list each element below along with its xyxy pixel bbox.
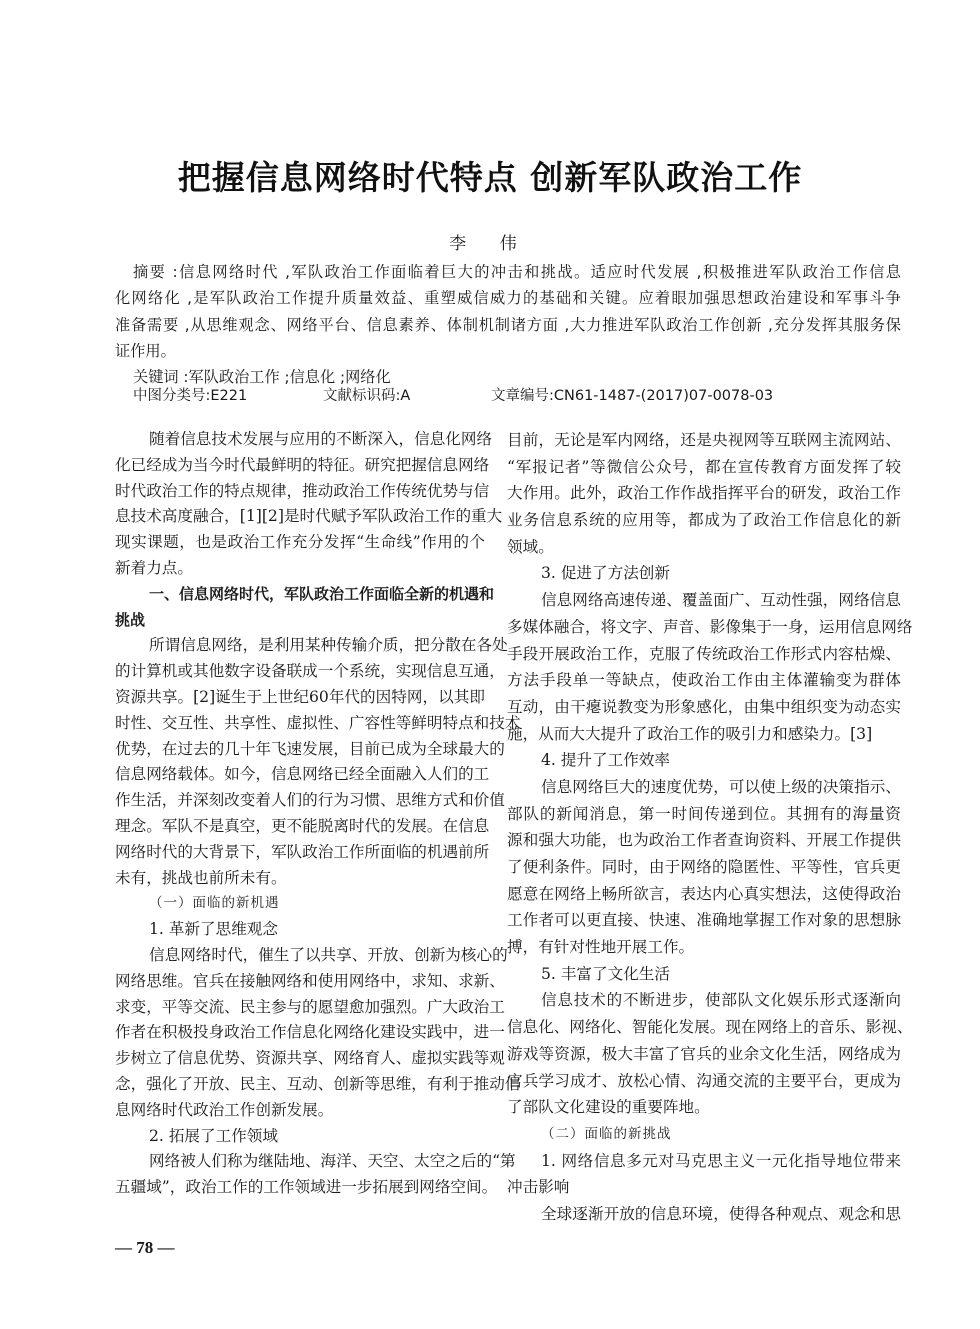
- paragraph: [507, 587, 913, 747]
- item-heading: [507, 1148, 901, 1201]
- abstract-line: 化网络化 ,是军队政治工作提升质量效益、重塑威信威力的基础和关键。应着眼加强思想政治建设和军事斗争: [115, 289, 901, 308]
- text-line: 搏，有针对性地开展工作。: [507, 938, 695, 957]
- text-line: 所谓信息网络，是利用某种传输介质，把分散在各处: [149, 636, 508, 655]
- abstract-line: 准备需要 ,从思维观念、网络平台、信息素养、体制机制诸方面 ,大力推进军队政治工作创新 ,充分发挥其服务保: [115, 315, 901, 334]
- paragraph: [507, 774, 901, 961]
- text-line: 资源共享。[2]诞生于上世纪60年代的因特网，以其即: [115, 687, 485, 706]
- text-line: 源和强大功能，也为政治工作者查询资料、开展工作提供: [507, 831, 901, 850]
- text-line: 念，强化了开放、民主、互动、创新等思维，有利于推动信: [115, 1074, 521, 1093]
- text-line: 现实课题，也是政治工作充分发挥“生命线”作用的个: [115, 533, 485, 552]
- text-line: 信息化、网络化、智能化发展。现在网络上的音乐、影视、: [507, 1018, 913, 1037]
- text-line: 手段开展政治工作，克服了传统政治工作形式内容枯燥、: [507, 644, 901, 663]
- text-line: 息网络时代政治工作创新发展。: [115, 1100, 334, 1119]
- text-line: 网络被人们称为继陆地、海洋、天空、太空之后的“第: [149, 1152, 516, 1171]
- text-line: 工作者可以更直接、快速、准确地掌握工作对象的思想脉: [507, 911, 901, 930]
- paragraph: [507, 1201, 901, 1228]
- text-line: 未有，挑战也前所未有。: [115, 868, 287, 887]
- text-line: 游戏等资源，极大丰富了官兵的业余文化生活，网络成为: [507, 1044, 901, 1063]
- text-line: 部队的新闻消息，第一时间传递到位。其拥有的海量资: [507, 804, 901, 823]
- text-line: 多媒体融合，将文字、声音、影像集于一身，运用信息网络: [507, 617, 913, 636]
- text-line: “军报记者”等微信公众号，都在宣传教育方面发挥了较: [507, 457, 901, 476]
- text-line: 求变，平等交流、民主参与的愿望愈加强烈。广大政治工: [115, 997, 505, 1016]
- text-line: 冲击影响: [507, 1178, 570, 1197]
- text-line: 新着力点。: [115, 558, 193, 577]
- paragraph: [115, 633, 521, 891]
- text-line: 一、信息网络时代，军队政治工作面临全新的机遇和: [149, 584, 495, 603]
- text-line: 挑战: [115, 610, 146, 629]
- text-line: 随着信息技术发展与应用的不断深入，信息化网络: [149, 430, 493, 448]
- text-line: 的计算机或其他数字设备联成一个系统，实现信息互通，: [115, 662, 505, 681]
- text-line: 息技术高度融合，[1][2]是时代赋予军队政治工作的重大: [115, 507, 503, 526]
- keywords: 关键词 :军队政治工作 ;信息化 ;网络化: [133, 368, 391, 387]
- abstract: [115, 259, 901, 390]
- text-line: 信息网络巨大的速度优势，可以使上级的决策指示、: [541, 777, 901, 796]
- text-line: 施，从而大大提升了政治工作的吸引力和感染力。[3]: [507, 724, 873, 743]
- classification-number: 中图分类号:E221: [133, 388, 248, 404]
- text-line: 2. 拓展了工作领域: [149, 1126, 278, 1145]
- subsection-heading: [507, 1121, 901, 1148]
- paragraph: [507, 987, 913, 1120]
- paragraph: [115, 1149, 516, 1201]
- section-heading: [115, 582, 495, 634]
- text-line: 业务信息系统的应用等，都成为了政治工作信息化的新: [507, 511, 901, 530]
- text-line: 3. 促进了方法创新: [541, 564, 670, 583]
- item-heading: [507, 747, 901, 774]
- left-column: [115, 427, 521, 1201]
- item-heading: [507, 560, 901, 587]
- text-line: 方法手段单一等缺点，使政治工作由主体灌输变为群体: [507, 671, 901, 690]
- text-line: 愿意在网络上畅所欲言，表达内心真实想法，这使得政治: [507, 884, 901, 903]
- text-line: 领域。: [507, 537, 554, 556]
- text-line: 网络时代的大背景下，军队政治工作所面临的机遇前所: [115, 842, 490, 861]
- subsection-heading: [115, 891, 485, 917]
- text-line: 五疆域”，政治工作的工作领域进一步拓展到网络空间。: [115, 1178, 498, 1197]
- text-line: 4. 提升了工作效率: [541, 751, 670, 770]
- text-line: 互动，由干瘪说教变为形象感化，由集中组织变为动态实: [507, 697, 901, 716]
- item-heading: [115, 1124, 485, 1150]
- text-line: 作者在积极投身政治工作信息化网络化建设实践中，进一: [115, 1023, 505, 1042]
- text-line: 作生活，并深刻改变着人们的行为习惯、思维方式和价值: [115, 791, 505, 810]
- paragraph: [115, 943, 521, 1124]
- text-line: 1. 网络信息多元对马克思主义一元化指导地位带来: [541, 1151, 901, 1170]
- paragraph: [115, 427, 503, 582]
- right-column: [507, 427, 913, 1228]
- text-line: 官兵学习成才、放松心情、沟通交流的主要平台，更成为: [507, 1071, 901, 1090]
- text-line: 时性、交互性、共享性、虚拟性、广容性等鲜明特点和技术: [115, 713, 521, 732]
- article-title: 把握信息网络时代特点 创新军队政治工作: [177, 158, 803, 197]
- text-line: 1. 革新了思维观念: [149, 920, 278, 939]
- abstract-line: 摘要 :信息网络时代 ,军队政治工作面临着巨大的冲击和挑战。适应时代发展 ,积极推进军队政治工作信息: [133, 263, 901, 281]
- text-line: 信息网络高速传递、覆盖面广、互动性强，网络信息: [541, 591, 901, 610]
- page-number: — 78 —: [115, 1238, 175, 1257]
- item-heading: [507, 961, 901, 988]
- document-code: 文献标识码:A: [323, 388, 411, 404]
- author-name: 李 伟: [449, 234, 531, 254]
- text-line: 信息网络载体。如今，信息网络已经全面融入人们的工: [115, 765, 490, 784]
- text-line: 全球逐渐开放的信息环境，使得各种观点、观念和思: [541, 1204, 901, 1223]
- text-line: 优势，在过去的几十年飞速发展，目前已成为全球最大的: [115, 739, 505, 758]
- text-line: 目前，无论是军内网络，还是央视网等互联网主流网站、: [507, 431, 901, 449]
- text-line: 理念。军队不是真空，更不能脱离时代的发展。在信息: [115, 816, 490, 835]
- text-line: （二）面临的新挑战: [541, 1125, 672, 1142]
- text-line: 网络思维。官兵在接触网络和使用网络中，求知、求新、: [115, 971, 505, 990]
- text-line: 了便利条件。同时，由于网络的隐匿性、平等性，官兵更: [507, 858, 901, 876]
- text-line: 大作用。此外，政治工作作战指挥平台的研发，政治工作: [507, 484, 901, 503]
- text-line: 了部队文化建设的重要阵地。: [507, 1098, 710, 1117]
- text-line: 信息技术的不断进步，使部队文化娱乐形式逐渐向: [541, 991, 901, 1010]
- text-line: （一）面临的新机遇: [149, 895, 280, 912]
- paragraph: [507, 427, 901, 560]
- text-line: 5. 丰富了文化生活: [541, 964, 670, 983]
- text-line: 步树立了信息优势、资源共享、网络育人、虚拟实践等观: [115, 1049, 505, 1068]
- abstract-line: 证作用。: [115, 341, 176, 360]
- text-line: 信息网络时代，催生了以共享、开放、创新为核心的: [149, 945, 508, 964]
- text-line: 时代政治工作的特点规律，推动政治工作传统优势与信: [115, 481, 490, 500]
- article-number: 文章编号:CN61-1487-(2017)07-0078-03: [491, 388, 774, 404]
- item-heading: [115, 917, 485, 943]
- text-line: 化已经成为当今时代最鲜明的特征。研究把握信息网络: [115, 455, 490, 474]
